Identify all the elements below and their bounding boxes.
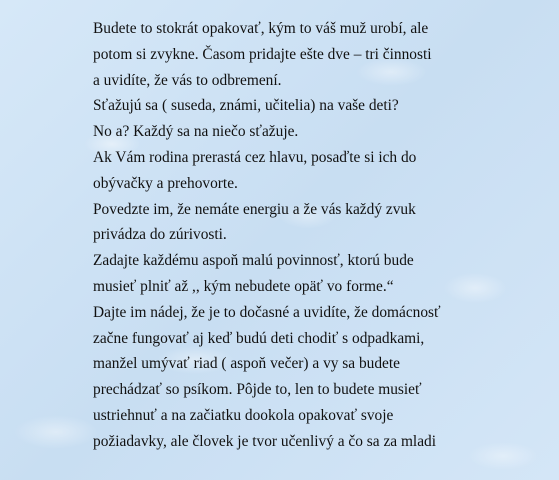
text-line: potom si zvykne. Časom pridajte ešte dve – tri činnosti xyxy=(93,45,432,63)
text-line: a uvidíte, že vás to odbremení. xyxy=(93,71,282,89)
text-line: manžel umývať riad ( aspoň večer) a vy sa budete xyxy=(93,355,400,373)
text-line: Ak Vám rodina prerastá cez hlavu, posaďte si ich do xyxy=(93,148,417,166)
text-line: začne fungovať aj keď budú deti chodiť s odpadkami, xyxy=(93,329,425,347)
text-line: Sťažujú sa ( suseda, známi, učitelia) na vaše deti? xyxy=(93,97,399,115)
text-line: obývačky a prehovorte. xyxy=(93,174,238,192)
text-line: musieť plniť až ,, kým nebudete opäť vo forme.“ xyxy=(93,277,394,295)
text-line: Zadajte každému aspoň malú povinnosť, ktorú bude xyxy=(93,252,414,270)
text-line: No a? Každý sa na niečo sťažuje. xyxy=(93,123,299,141)
text-line: Dajte im nádej, že je to dočasné a uvidíte, že domácnosť xyxy=(93,303,441,321)
text-line: prechádzať so psíkom. Pôjde to, len to budete musieť xyxy=(93,381,422,399)
text-line: Budete to stokrát opakovať, kým to váš muž urobí, ale xyxy=(93,20,429,37)
text-line: ustriehnuť a na začiatku dookola opakovať svoje xyxy=(93,406,394,424)
text-line: Povedzte im, že nemáte energiu a že vás každý zvuk xyxy=(93,200,416,218)
text-line: požiadavky, ale človek je tvor učenlivý a čo sa za mladi xyxy=(93,432,437,450)
document-text xyxy=(93,16,533,455)
text-line: privádza do zúrivosti. xyxy=(93,226,227,244)
